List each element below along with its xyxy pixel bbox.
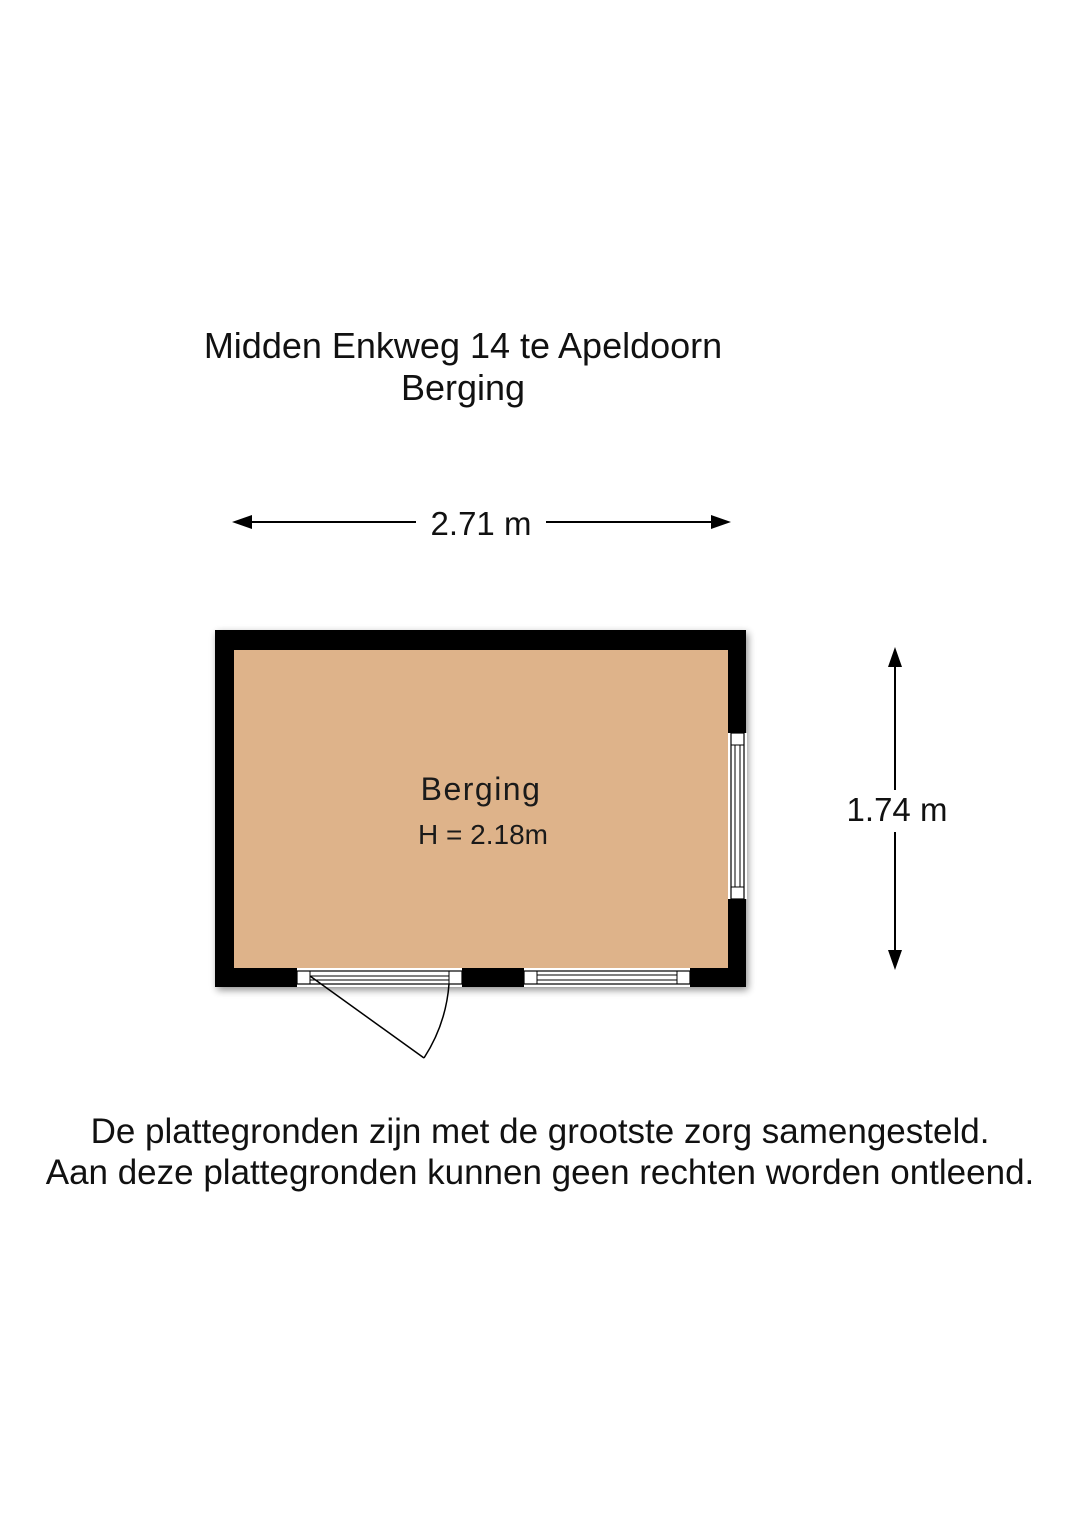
width-dimension-label: 2.71 m (430, 505, 532, 542)
room-height-label: H = 2.18m (418, 819, 548, 850)
door-leaf-line (310, 976, 424, 1058)
arrow-left-icon (232, 515, 252, 529)
bottom-window (524, 968, 690, 987)
disclaimer (0, 1111, 1080, 1193)
floor-name-title: Berging (400, 367, 526, 408)
entry-door (297, 968, 462, 1058)
door-swing-arc (424, 984, 449, 1058)
disclaimer-line-2: Aan deze plattegronden kunnen geen rechten worden ontleend. (45, 1153, 1035, 1192)
right-window (728, 733, 747, 899)
disclaimer-line-1: De plattegronden zijn met de grootste zorg samengesteld. (90, 1112, 990, 1151)
depth-dimension (847, 647, 948, 970)
depth-dimension-label: 1.74 m (846, 791, 948, 828)
room-floor (234, 650, 728, 968)
room-name-label: Berging (420, 771, 542, 807)
arrow-up-icon (888, 647, 902, 667)
address-title: Midden Enkweg 14 te Apeldoorn (203, 325, 723, 366)
arrow-right-icon (711, 515, 731, 529)
arrow-down-icon (888, 950, 902, 970)
width-dimension (232, 505, 731, 542)
